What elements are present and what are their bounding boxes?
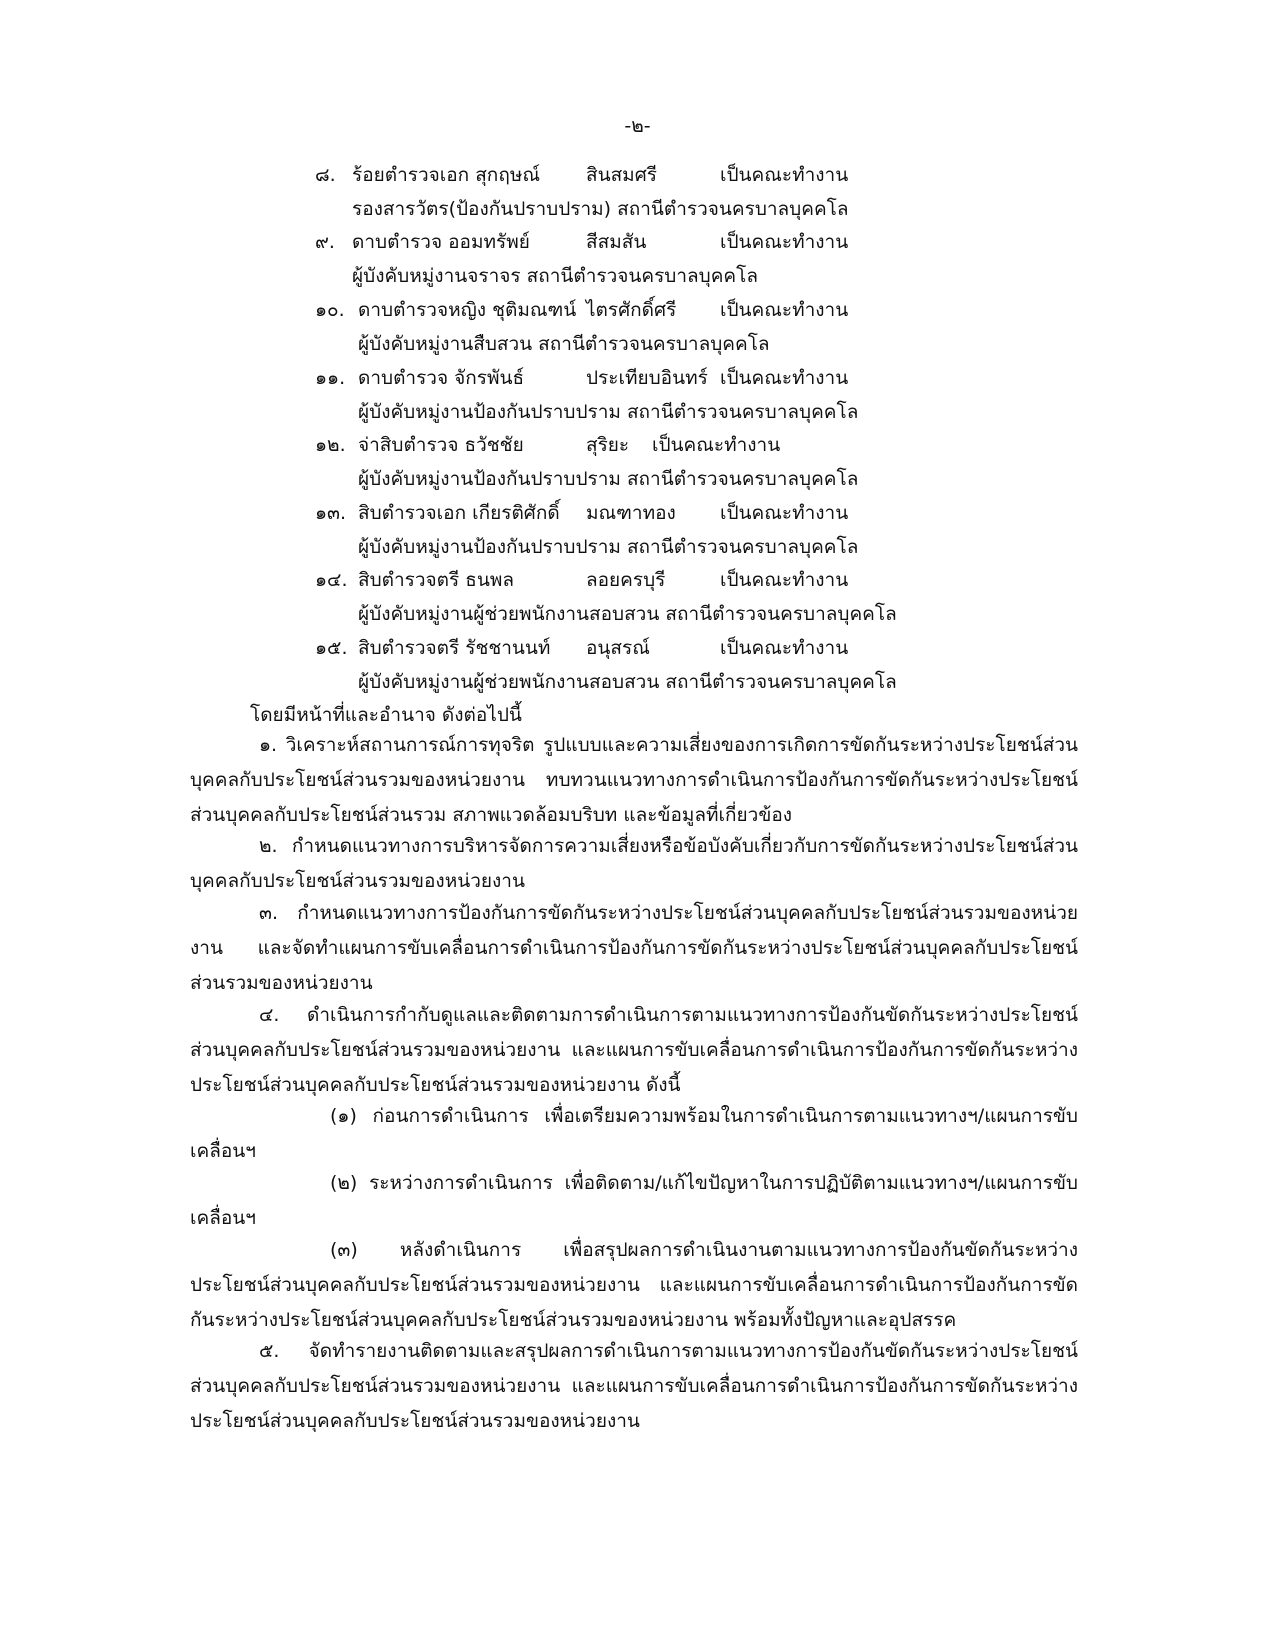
member-role: เป็นคณะทำงาน	[652, 434, 781, 456]
member-position: ผู้บังคับหมู่งานผู้ช่วยพนักงานสอบสวน สถานีตำรวจนครบาลบุคคโล	[358, 671, 897, 693]
member-name: สิบตำรวจตรี รัชชานนท์	[358, 637, 551, 659]
member-name: ดาบตำรวจ ออมทรัพย์	[352, 231, 530, 253]
member-name: ดาบตำรวจ จักรพันธ์	[358, 367, 525, 389]
member-surname: ลอยครบุรี	[586, 569, 666, 591]
member-position: ผู้บังคับหมู่งานป้องกันปราบปราม สถานีตำรวจนครบาลบุคคโล	[358, 401, 859, 423]
sub-duty-paragraph: (๒) ระหว่างการดำเนินการ เพื่อติดตาม/แก้ไขปัญหาในการปฏิบัติตามแนวทางฯ/แผนการขับเคลื่อนฯ	[190, 1172, 1078, 1229]
member-number: ๙.	[315, 231, 335, 253]
duties-intro: โดยมีหน้าที่และอำนาจ ดังต่อไปนี้	[250, 704, 522, 726]
member-position: ผู้บังคับหมู่งานป้องกันปราบปราม สถานีตำรวจนครบาลบุคคโล	[358, 536, 859, 558]
member-name: จ่าสิบตำรวจ ธวัชชัย	[358, 434, 524, 456]
member-role: เป็นคณะทำงาน	[720, 231, 849, 253]
member-surname: สุริยะ	[586, 434, 630, 456]
member-surname: อนุสรณ์	[586, 637, 650, 659]
duty-paragraph: ๓. กำหนดแนวทางการป้องกันการขัดกันระหว่างประโยชน์ส่วนบุคคลกับประโยชน์ส่วนรวมของหน่วยงาน และจัดทำแผนการขับเคลื่อนการดำเนินการป้องกันการขัดกันระหว่างประโยชน์ส่วนบุคคลกับประโยชน์ส่วนรวมของหน่วยงาน	[190, 902, 1078, 994]
member-number: ๑๒.	[315, 434, 346, 456]
member-number: ๑๔.	[315, 569, 348, 591]
page-number: -๒-	[624, 115, 651, 137]
member-name: ดาบตำรวจหญิง ชุติมณฑน์	[358, 299, 577, 321]
member-position: ผู้บังคับหมู่งานสืบสวน สถานีตำรวจนครบาลบุคคโล	[358, 333, 770, 355]
member-role: เป็นคณะทำงาน	[720, 367, 849, 389]
member-surname: ไตรศักดิ์ศรี	[586, 299, 677, 321]
member-role: เป็นคณะทำงาน	[720, 164, 849, 186]
member-surname: มณฑาทอง	[586, 502, 676, 524]
member-name: ร้อยตำรวจเอก สุกฤษณ์	[352, 164, 540, 186]
sub-duty-paragraph: (๑) ก่อนการดำเนินการ เพื่อเตรียมความพร้อมในการดำเนินการตามแนวทางฯ/แผนการขับเคลื่อนฯ	[190, 1105, 1078, 1162]
member-position: รองสารวัตร(ป้องกันปราบปราม) สถานีตำรวจนครบาลบุคคโล	[352, 198, 849, 220]
member-role: เป็นคณะทำงาน	[720, 569, 849, 591]
member-role: เป็นคณะทำงาน	[720, 299, 849, 321]
member-name: สิบตำรวจเอก เกียรติศักดิ์	[358, 502, 560, 524]
duty-paragraph: ๕. จัดทำรายงานติดตามและสรุปผลการดำเนินการตามแนวทางการป้องกันขัดกันระหว่างประโยชน์ส่วนบุคคลกับประโยชน์ส่วนรวมของหน่วยงาน และแผนการขับเคลื่อนการดำเนินการป้องกันการขัดกันระหว่างประโยชน์ส่วนบุคคลกับประโยชน์ส่วนรวมของหน่วยงาน	[190, 1340, 1078, 1432]
member-number: ๑๓.	[315, 502, 347, 524]
member-number: ๑๑.	[315, 367, 346, 389]
member-number: ๑๐.	[315, 299, 345, 321]
member-role: เป็นคณะทำงาน	[720, 637, 849, 659]
sub-duty-paragraph: (๓) หลังดำเนินการ เพื่อสรุปผลการดำเนินงานตามแนวทางการป้องกันขัดกันระหว่างประโยชน์ส่วนบุคคลกับประโยชน์ส่วนรวมของหน่วยงาน และแผนการขับเคลื่อนการดำเนินการป้องกันการขัดกันระหว่างประโยชน์ส่วนบุคคลกับประโยชน์ส่วนรวมของหน่วยงาน พร้อมทั้งปัญหาและอุปสรรค	[190, 1239, 1078, 1331]
duty-paragraph: ๒. กำหนดแนวทางการบริหารจัดการความเสี่ยงหรือข้อบังคับเกี่ยวกับการขัดกันระหว่างประโยชน์ส่วนบุคคลกับประโยชน์ส่วนรวมของหน่วยงาน	[190, 835, 1078, 892]
member-number: ๑๕.	[315, 637, 348, 659]
duty-paragraph: ๑. วิเคราะห์สถานการณ์การทุจริต รูปแบบและความเสี่ยงของการเกิดการขัดกันระหว่างประโยชน์ส่วนบุคคลกับประโยชน์ส่วนรวมของหน่วยงาน ทบทวนแนวทางการดำเนินการป้องกันการขัดกันระหว่างประโยชน์ส่วนบุคคลกับประโยชน์ส่วนรวม สภาพแวดล้อมบริบท และข้อมูลที่เกี่ยวข้อง	[190, 734, 1078, 826]
member-surname: สีสมสัน	[586, 231, 647, 253]
member-number: ๘.	[315, 164, 336, 186]
member-position: ผู้บังคับหมู่งานผู้ช่วยพนักงานสอบสวน สถานีตำรวจนครบาลบุคคโล	[358, 603, 897, 625]
member-position: ผู้บังคับหมู่งานจราจร สถานีตำรวจนครบาลบุคคโล	[352, 265, 758, 287]
member-role: เป็นคณะทำงาน	[720, 502, 849, 524]
member-surname: สินสมศรี	[586, 164, 657, 186]
member-name: สิบตำรวจตรี ธนพล	[358, 569, 515, 591]
member-position: ผู้บังคับหมู่งานป้องกันปราบปราม สถานีตำรวจนครบาลบุคคโล	[358, 468, 859, 490]
duty-paragraph: ๔. ดำเนินการกำกับดูแลและติดตามการดำเนินการตามแนวทางการป้องกันขัดกันระหว่างประโยชน์ส่วนบุคคลกับประโยชน์ส่วนรวมของหน่วยงาน และแผนการขับเคลื่อนการดำเนินการป้องกันการขัดกันระหว่างประโยชน์ส่วนบุคคลกับประโยชน์ส่วนรวมของหน่วยงาน ดังนี้	[190, 1004, 1078, 1096]
member-surname: ประเทียบอินทร์	[586, 367, 708, 389]
